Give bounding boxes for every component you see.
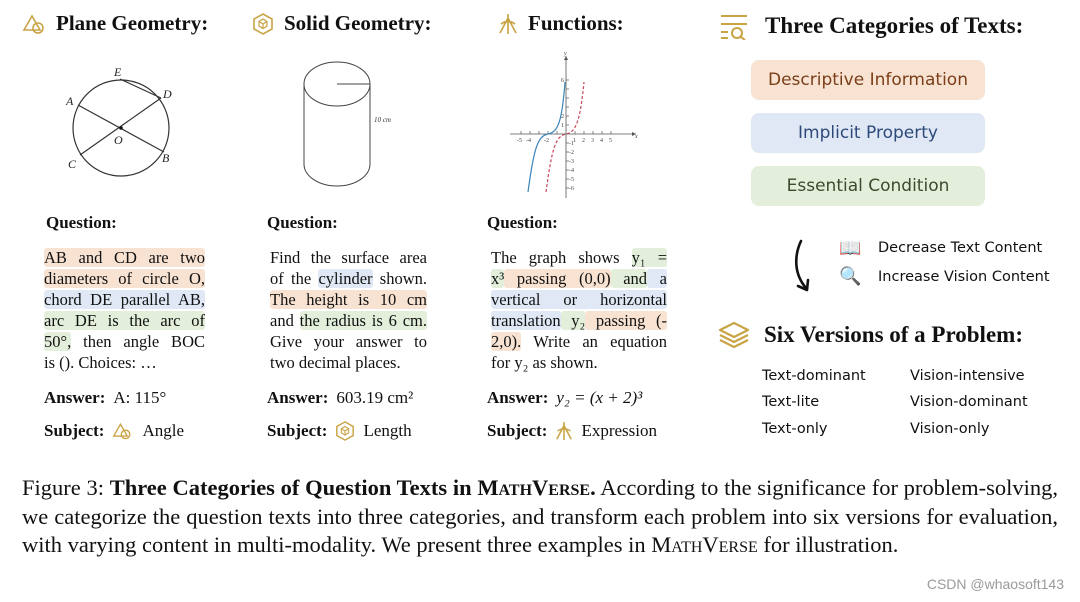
question-fragment: of the (270, 269, 319, 288)
answer-label: Answer: (267, 388, 329, 407)
question-text (44, 247, 207, 373)
highlight-descriptive: 2,0). (491, 332, 522, 351)
section-title: Three Categories of Texts: (765, 13, 1024, 38)
section-title: Solid Geometry: (284, 11, 432, 35)
caption-bold-name: MathVerse. (477, 475, 596, 500)
section-title: Six Versions of a Problem: (764, 322, 1023, 347)
svg-text:-3: -3 (569, 159, 574, 165)
version-vision-intensive: Vision-intensive (910, 368, 1025, 384)
highlight-essential: the radius is 6 cm. (299, 311, 427, 330)
circle-diagram (60, 60, 190, 180)
svg-text:1: 1 (573, 138, 576, 144)
question-fragment: then angle BOC (71, 332, 205, 351)
question-fragment: Give your answer to (270, 332, 427, 351)
highlight-essential: arc DE is the arc of (44, 311, 205, 330)
version-text-only: Text-only (762, 421, 828, 437)
category-descriptive-information: Descriptive Information (751, 60, 985, 100)
decrease-text-label: Decrease Text Content (878, 240, 1043, 256)
svg-text:-4: -4 (526, 138, 531, 144)
subject-label: Subject: (487, 421, 548, 440)
question-label: Question: (46, 213, 117, 232)
answer-value: y₂ = (x + 2)³ (556, 388, 643, 407)
highlight-essential: x³ (491, 269, 505, 288)
magnifier-icon: 🔍 (839, 266, 862, 286)
subject-row (44, 421, 184, 441)
category-implicit-property: Implicit Property (751, 113, 985, 153)
version-text-dominant: Text-dominant (762, 368, 866, 384)
svg-text:E: E (114, 65, 122, 79)
svg-text:-6: -6 (569, 186, 574, 192)
svg-text:-2: -2 (569, 150, 574, 156)
svg-text:-1: -1 (569, 141, 574, 147)
section-title: Plane Geometry: (56, 11, 209, 35)
subject-row (487, 421, 657, 441)
caption-prefix: Figure 3: (22, 475, 110, 500)
highlight-descriptive: diameters of circle O, (44, 269, 205, 288)
category-essential-condition: Essential Condition (751, 166, 985, 206)
plane-geometry-panel (0, 0, 240, 460)
highlight-descriptive: AB and CD are two (44, 248, 205, 267)
highlight-descriptive: The height is 10 cm (270, 290, 427, 309)
question-text (491, 247, 669, 373)
subject-value: Length (363, 421, 412, 440)
functions-panel (470, 0, 700, 460)
figure-caption (22, 474, 1058, 560)
question-fragment: for y₂ as shown. (491, 353, 598, 372)
question-label: Question: (267, 213, 338, 232)
svg-text:5: 5 (609, 138, 612, 144)
compass-icon (498, 13, 518, 35)
increase-vision-label: Increase Vision Content (878, 269, 1050, 285)
question-fragment: two decimal places. (270, 353, 401, 372)
version-vision-only: Vision-only (910, 421, 990, 437)
svg-text:-5: -5 (569, 177, 574, 183)
svg-text:4: 4 (600, 138, 603, 144)
cube-icon (335, 421, 355, 441)
section-title: Functions: (528, 11, 624, 35)
highlight-implicit: cylinder (318, 269, 373, 288)
svg-text:2: 2 (582, 138, 585, 144)
triangle-circle-icon (22, 14, 48, 34)
curved-arrow-down-icon (792, 238, 816, 294)
highlight-descriptive: passing (- (585, 311, 667, 330)
version-vision-dominant: Vision-dominant (910, 394, 1028, 410)
svg-text:1: 1 (561, 123, 564, 129)
svg-text:O: O (114, 133, 123, 147)
version-text-lite: Text-lite (762, 394, 820, 410)
cube-icon (252, 13, 274, 35)
question-label: Question: (487, 213, 558, 232)
triangle-circle-icon (112, 422, 134, 440)
answer-row (44, 388, 166, 408)
svg-text:6: 6 (561, 78, 564, 84)
watermark: CSDN @whaosoft143 (926, 576, 1064, 592)
caption-name: MathVerse (651, 532, 758, 557)
svg-text:y: y (564, 52, 567, 57)
svg-text:B: B (162, 151, 170, 165)
subject-row (267, 421, 412, 441)
svg-text:-5: -5 (517, 138, 522, 144)
highlight-implicit: a (647, 269, 667, 288)
answer-row (487, 388, 642, 408)
caption-body: According to the significance for problem-solving, we categorize the question texts into three categories, and transform each problem into six versions for evaluation, with varying content in multi-modality. We present three examples in (22, 475, 1059, 557)
answer-value: A: 115° (113, 388, 167, 407)
svg-text:2: 2 (561, 114, 564, 120)
answer-label: Answer: (44, 388, 106, 407)
caption-bold: Three Categories of Question Texts in (109, 475, 478, 500)
function-plot (508, 52, 638, 202)
open-book-icon: 📖 (839, 238, 862, 258)
subject-value: Angle (142, 421, 184, 440)
question-fragment: Find the surface area (270, 248, 427, 267)
answer-label: Answer: (487, 388, 549, 407)
svg-text:-2: -2 (544, 138, 549, 144)
highlight-essential: 50°, (44, 332, 72, 351)
question-fragment: is (). Choices: … (44, 353, 157, 372)
subject-value: Expression (581, 421, 657, 440)
svg-text:C: C (68, 157, 77, 171)
cylinder-diagram (300, 58, 430, 188)
subject-label: Subject: (44, 421, 105, 440)
svg-text:x: x (635, 134, 638, 140)
highlight-essential: y₂ (560, 311, 586, 330)
question-fragment: and (270, 311, 300, 330)
question-fragment: shown. (372, 269, 427, 288)
question-text (270, 247, 429, 373)
highlight-implicit: chord DE parallel AB, (44, 290, 205, 309)
svg-text:3: 3 (591, 138, 594, 144)
highlight-implicit: vertical or horizontal (491, 290, 667, 309)
question-fragment: The graph shows (491, 248, 632, 267)
highlight-essential: and (610, 269, 648, 288)
svg-text:-4: -4 (569, 168, 574, 174)
subject-label: Subject: (267, 421, 328, 440)
highlight-essential: y₁ = (631, 248, 667, 267)
layers-icon (718, 321, 750, 349)
caption-suffix: for illustration. (757, 532, 899, 557)
categories-panel (700, 0, 1080, 460)
question-fragment: Write an equation (521, 332, 667, 351)
cylinder-height-label: 10 cm (374, 116, 391, 124)
solid-geometry-panel (240, 0, 470, 460)
highlight-implicit: translation (491, 311, 561, 330)
highlight-descriptive: passing (0,0) (504, 269, 611, 288)
compass-icon (555, 421, 573, 441)
answer-row (267, 388, 413, 408)
svg-text:D: D (163, 87, 172, 101)
svg-text:A: A (66, 94, 74, 108)
list-search-icon (720, 14, 748, 40)
answer-value: 603.19 cm² (336, 388, 414, 407)
